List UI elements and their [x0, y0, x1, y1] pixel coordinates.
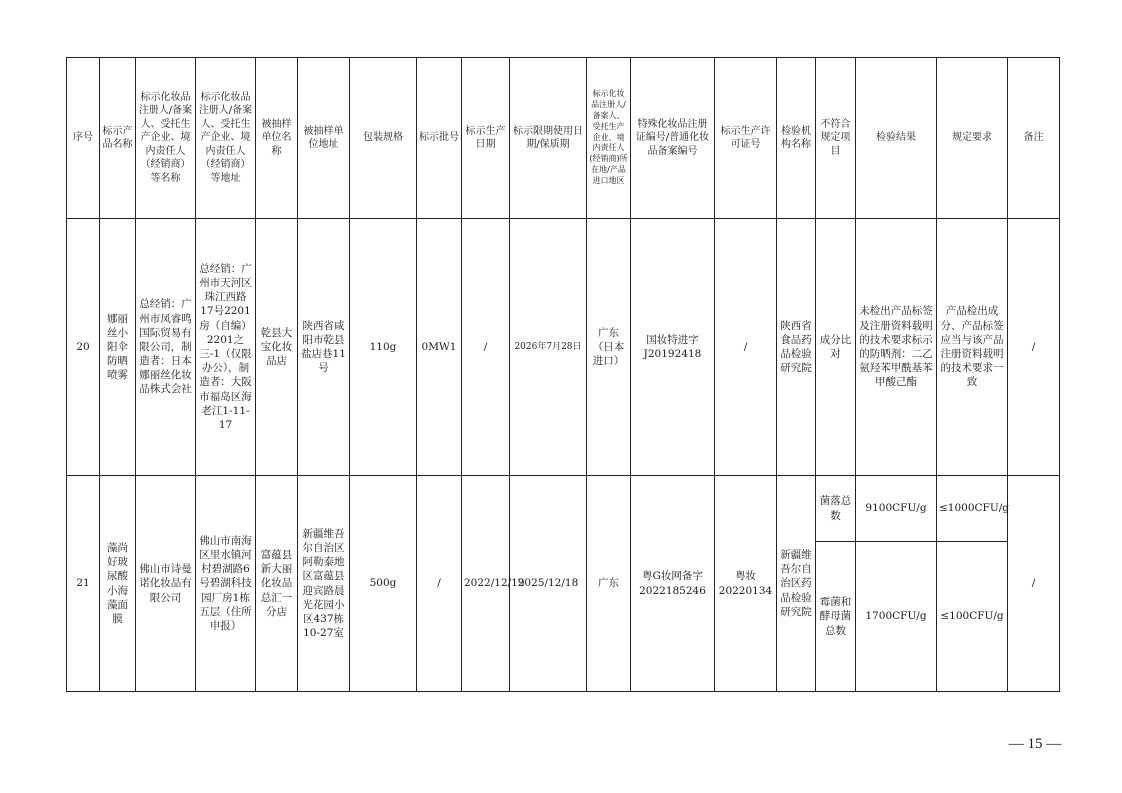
page-number: — 15 — — [1008, 736, 1062, 752]
header-registrant-address: 标示化妆品注册人/备案人、受托生产企业、境内责任人（经销商）等地址 — [196, 58, 256, 219]
cell-nonconforming: 霉菌和酵母菌总数 — [816, 542, 856, 692]
cell-product: 娜丽丝小阳伞防晒喷雾 — [100, 219, 136, 476]
cell-requirement: ≤100CFU/g — [937, 542, 1008, 692]
header-requirement: 规定要求 — [937, 58, 1008, 219]
cell-registrant-name: 总经销：广州市凤睿鸣国际贸易有限公司，制造者：日本娜丽丝化妆品株式会社 — [136, 219, 196, 476]
cell-requirement: 产品检出成分、产品标签应当与该产品注册资料载明的技术要求一致 — [937, 219, 1008, 476]
header-inspection-org: 检验机构名称 — [777, 58, 816, 219]
cell-package: 110g — [350, 219, 417, 476]
cell-production-date: / — [462, 219, 510, 476]
header-cert-no: 特殊化妆品注册证编号/普通化妆品备案编号 — [631, 58, 715, 219]
inspection-results-table — [66, 57, 1060, 692]
cell-cert-no: 粤G妆网备字2022185246 — [631, 476, 715, 692]
cell-requirement: ≤1000CFU/g — [937, 476, 1008, 542]
table-row — [67, 476, 1060, 542]
cell-nonconforming: 成分比对 — [816, 219, 856, 476]
header-package: 包装规格 — [350, 58, 417, 219]
cell-sampled-address: 陕西省咸阳市乾县盐店巷11号 — [298, 219, 350, 476]
cell-result: 9100CFU/g — [856, 476, 937, 542]
cell-sampled-address: 新疆维吾尔自治区阿勒泰地区富蕴县迎宾路晨光花园小区437栋10-27室 — [298, 476, 350, 692]
header-remark: 备注 — [1008, 58, 1060, 219]
header-origin: 标示化妆品注册人/备案人、受托生产企业、境内责任人(经销商)所在地/产品进口地区 — [587, 58, 631, 219]
cell-inspection-org: 新疆维吾尔自治区药品检验研究院 — [777, 476, 816, 692]
cell-batch: 0MW1 — [417, 219, 462, 476]
cell-remark: / — [1008, 476, 1060, 692]
cell-license: / — [715, 219, 777, 476]
cell-license: 粤妆20220134 — [715, 476, 777, 692]
cell-origin: 广东 — [587, 476, 631, 692]
cell-sampled-unit: 富蕴县新大丽化妆品总汇一分店 — [256, 476, 298, 692]
cell-cert-no: 国妆特进字J20192418 — [631, 219, 715, 476]
header-seq: 序号 — [67, 58, 100, 219]
cell-result: 1700CFU/g — [856, 542, 937, 692]
cell-shelf-life: 2025/12/18 — [510, 476, 587, 692]
header-batch: 标示批号 — [417, 58, 462, 219]
header-production-date: 标示生产日期 — [462, 58, 510, 219]
table-row — [67, 219, 1060, 476]
header-nonconforming: 不符合规定项目 — [816, 58, 856, 219]
header-license: 标示生产许可证号 — [715, 58, 777, 219]
cell-shelf-life: 2026年7月28日 — [510, 219, 587, 476]
cell-production-date: 2022/12/19 — [462, 476, 510, 692]
cell-batch: / — [417, 476, 462, 692]
cell-package: 500g — [350, 476, 417, 692]
header-shelf-life: 标示限期使用日期/保质期 — [510, 58, 587, 219]
cell-registrant-address: 佛山市南海区里水镇河村碧湖路6号碧湖科技园厂房1栋五层（住所申报） — [196, 476, 256, 692]
cell-origin: 广东（日本进口） — [587, 219, 631, 476]
cell-sampled-unit: 乾县大宝化妆品店 — [256, 219, 298, 476]
cell-seq: 20 — [67, 219, 100, 476]
header-row — [67, 58, 1060, 219]
cell-nonconforming: 菌落总数 — [816, 476, 856, 542]
header-registrant-name: 标示化妆品注册人/备案人、受托生产企业、境内责任人（经销商）等名称 — [136, 58, 196, 219]
header-product: 标示产品名称 — [100, 58, 136, 219]
cell-remark: / — [1008, 219, 1060, 476]
header-sampled-address: 被抽样单位地址 — [298, 58, 350, 219]
cell-inspection-org: 陕西省食品药品检验研究院 — [777, 219, 816, 476]
header-result: 检验结果 — [856, 58, 937, 219]
cell-result: 未检出产品标签及注册资料载明的技术要求标示的防晒剂：二乙氨羟苯甲酰基苯甲酸己酯 — [856, 219, 937, 476]
cell-registrant-name: 佛山市诗曼诺化妆品有限公司 — [136, 476, 196, 692]
header-sampled-unit: 被抽样单位名称 — [256, 58, 298, 219]
cell-seq: 21 — [67, 476, 100, 692]
cell-product: 藻尚好玻尿酸小海藻面膜 — [100, 476, 136, 692]
cell-registrant-address: 总经销：广州市天河区珠江西路17号2201房（自编）2201之三-1（仅限办公），制造者：大阪市福岛区海老江1-11-17 — [196, 219, 256, 476]
